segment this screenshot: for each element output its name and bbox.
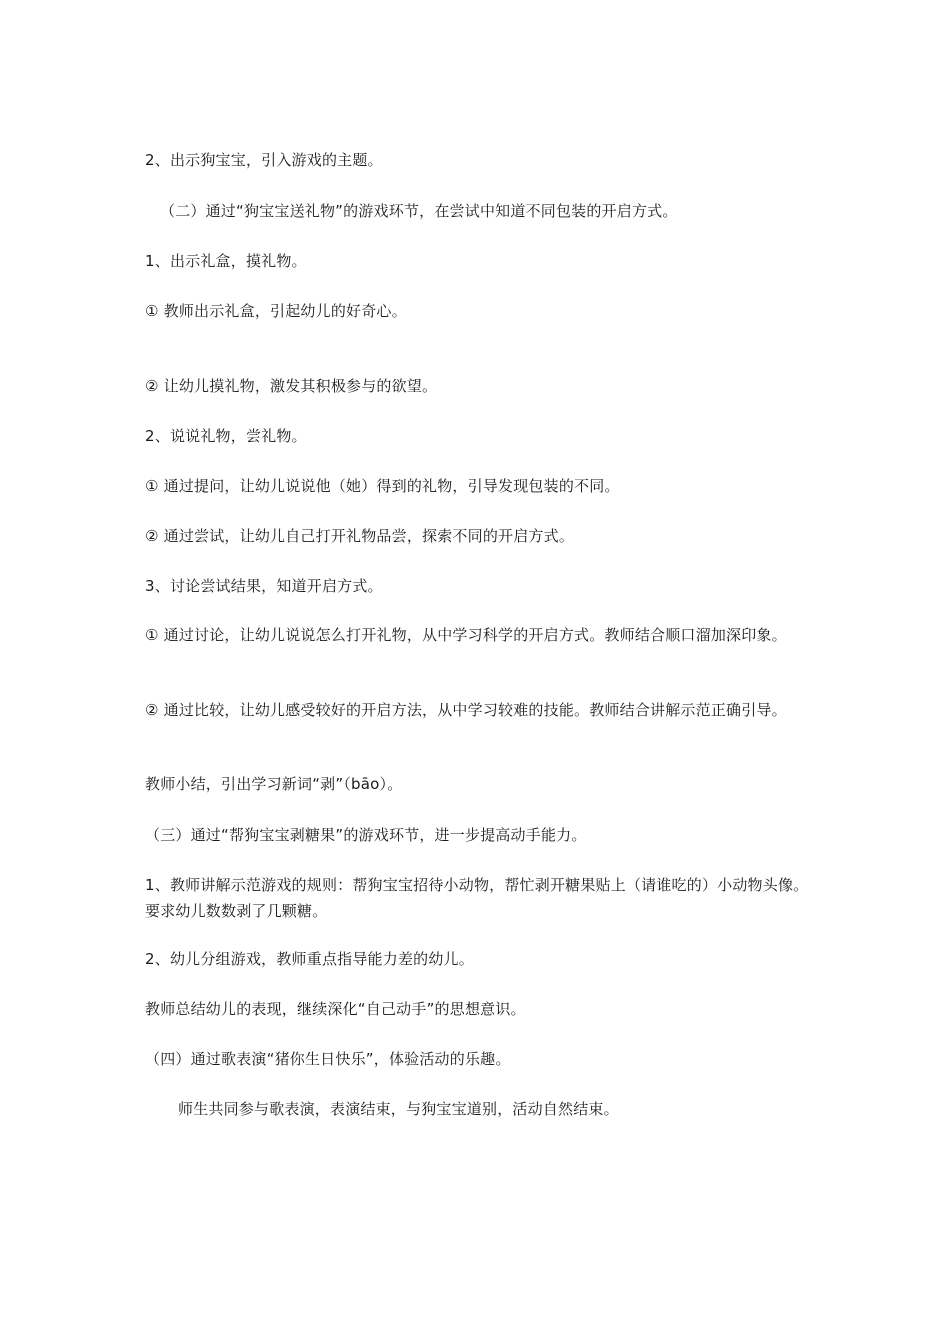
paragraph-step-3-discuss: 3、讨论尝试结果，知道开启方式。 xyxy=(145,577,383,595)
paragraph-closing: 师生共同参与歌表演，表演结束，与狗宝宝道别，活动自然结束。 xyxy=(178,1100,619,1118)
paragraph-game-rules: 1、教师讲解示范游戏的规则：帮狗宝宝招待小动物，帮忙剥开糖果贴上（请谁吃的）小动物头像。要求幼儿数数剥了几颗糖。 xyxy=(145,876,809,920)
section-heading-4: （四）通过歌表演“猪你生日快乐”，体验活动的乐趣。 xyxy=(145,1050,511,1068)
paragraph-teacher-summary-2: 教师总结幼儿的表现，继续深化“自己动手”的思想意识。 xyxy=(145,1000,526,1018)
paragraph-step-2-taste: 2、说说礼物，尝礼物。 xyxy=(145,427,307,445)
section-heading-2: （二）通过“狗宝宝送礼物”的游戏环节，在尝试中知道不同包装的开启方式。 xyxy=(160,202,678,220)
paragraph-group-game: 2、幼儿分组游戏，教师重点指导能力差的幼儿。 xyxy=(145,950,474,968)
paragraph-sub-1-1: ① 教师出示礼盒，引起幼儿的好奇心。 xyxy=(145,302,407,320)
paragraph-sub-1-2: ② 让幼儿摸礼物，激发其积极参与的欲望。 xyxy=(145,377,438,395)
section-heading-3: （三）通过“帮狗宝宝剥糖果”的游戏环节，进一步提高动手能力。 xyxy=(145,826,587,844)
paragraph-sub-3-2: ② 通过比较，让幼儿感受较好的开启方法，从中学习较难的技能。教师结合讲解示范正确引导。 xyxy=(145,701,787,719)
paragraph-teacher-summary-1: 教师小结，引出学习新词“剥”（bāo）。 xyxy=(145,775,403,793)
paragraph-sub-3-1: ① 通过讨论，让幼儿说说怎么打开礼物，从中学习科学的开启方式。教师结合顺口溜加深印象。 xyxy=(145,626,787,644)
paragraph-sub-2-1: ① 通过提问，让幼儿说说他（她）得到的礼物，引导发现包装的不同。 xyxy=(145,477,620,495)
paragraph-sub-2-2: ② 通过尝试，让幼儿自己打开礼物品尝，探索不同的开启方式。 xyxy=(145,527,575,545)
paragraph-step-1-gift-box: 1、出示礼盒，摸礼物。 xyxy=(145,252,307,270)
paragraph-step-2-show-puppy: 2、出示狗宝宝，引入游戏的主题。 xyxy=(145,151,383,169)
